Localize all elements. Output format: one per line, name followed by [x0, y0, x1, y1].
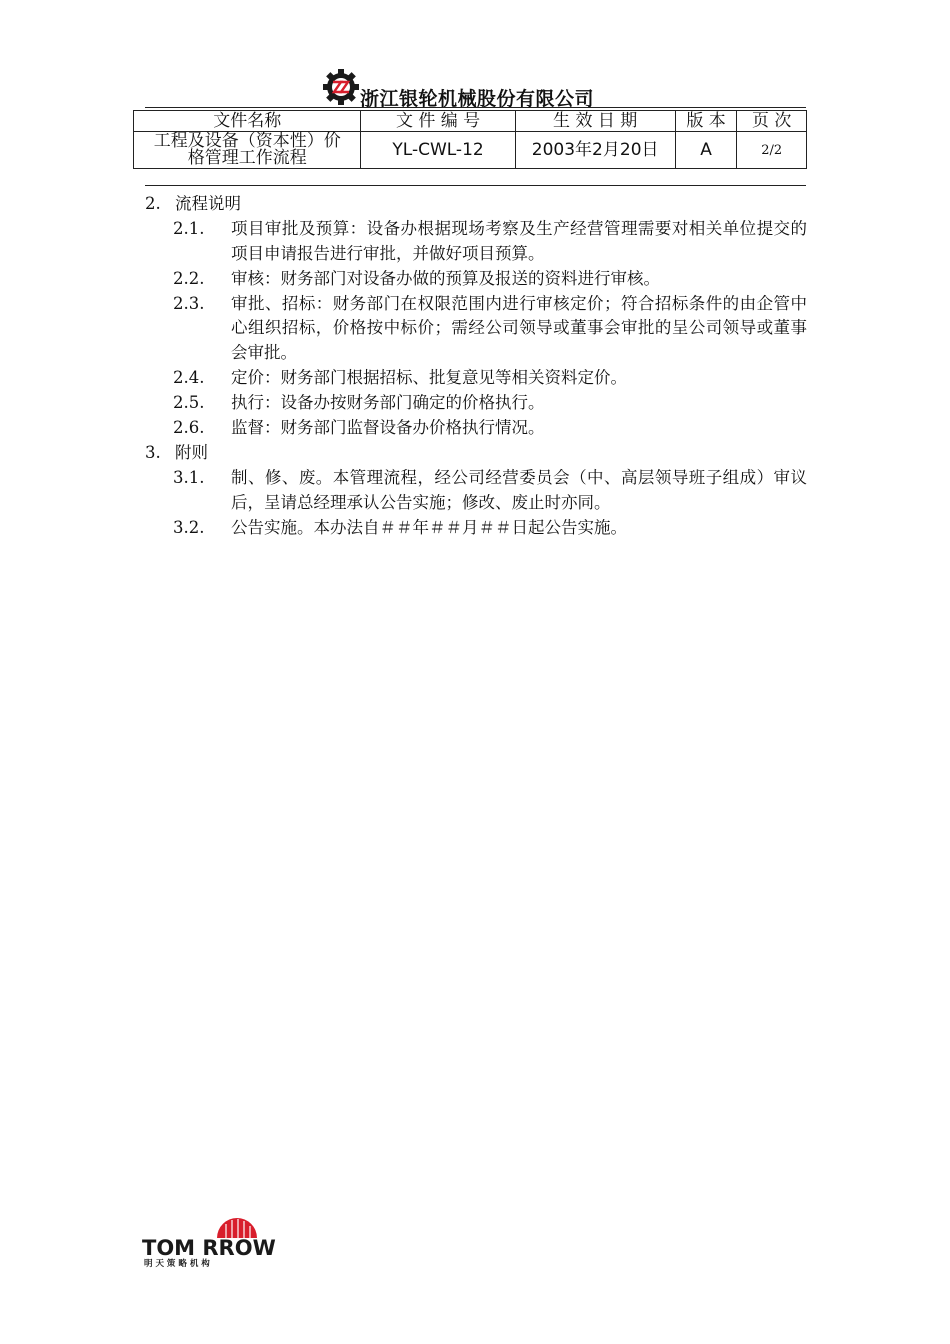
- list-item: [145, 416, 807, 441]
- footer-logo-subtitle: 明 天 策 略 机 构: [144, 1259, 210, 1268]
- header-effective-date: 生 效 日 期: [515, 111, 675, 132]
- item-text: 监督：财务部门监督设备办价格执行情况。: [231, 418, 545, 438]
- yinlun-gear-logo-icon: [321, 67, 361, 107]
- section-heading: [145, 441, 807, 466]
- list-item: [145, 466, 807, 515]
- header-doc-name: 文件名称: [134, 111, 361, 132]
- item-text: 定价：财务部门根据招标、批复意见等相关资料定价。: [231, 368, 627, 388]
- content-divider: [145, 185, 806, 186]
- item-text: 审批、招标：财务部门在权限范围内进行审核定价；符合招标条件的由企管中心组织招标，价格按中标价；需经公司领导或董事会审批的呈公司领导或董事会审批。: [231, 293, 807, 362]
- section-heading: [145, 192, 807, 217]
- header-doc-code: 文 件 编 号: [361, 111, 515, 132]
- item-number: 3.1.: [173, 468, 205, 488]
- section-title: 流程说明: [175, 194, 241, 213]
- item-text: 执行：设备办按财务部门确定的价格执行。: [231, 393, 545, 413]
- doc-code: YL-CWL-12: [361, 132, 515, 169]
- meta-value-row: [134, 132, 807, 169]
- tomorrow-red-dome-logo-icon: [142, 1212, 306, 1268]
- document-meta-table: [133, 110, 807, 169]
- list-item: [145, 366, 807, 391]
- item-number: 2.6.: [173, 418, 205, 438]
- item-number: 2.5.: [173, 393, 205, 413]
- item-number: 3.2.: [173, 518, 205, 538]
- doc-name-line1: 工程及设备（资本性）价: [153, 131, 341, 151]
- meta-header-row: [134, 111, 807, 132]
- item-text: 公告实施。本办法自＃＃年＃＃月＃＃日起公告实施。: [231, 518, 627, 538]
- effective-date: 2003年2月20日: [515, 132, 675, 169]
- item-text: 项目审批及预算：设备办根据现场考察及生产经营管理需要对相关单位提交的项目申请报告进行审批，并做好项目预算。: [231, 219, 807, 263]
- doc-name-line2: 格管理工作流程: [187, 148, 307, 168]
- item-text: 制、修、废。本管理流程，经公司经营委员会（中、高层领导班子组成）审议后，呈请总经理承认公告实施；修改、废止时亦同。: [231, 468, 807, 512]
- document-body: [145, 192, 807, 541]
- item-number: 2.3.: [173, 293, 205, 313]
- list-item: [145, 391, 807, 416]
- section-number: 3.: [145, 443, 161, 463]
- section-title: 附则: [175, 443, 208, 463]
- item-text: 审核：财务部门对设备办做的预算及报送的资料进行审核。: [231, 268, 660, 288]
- item-number: 2.1.: [173, 219, 205, 238]
- doc-name-cell: [134, 132, 361, 169]
- list-item: [145, 217, 807, 266]
- list-item: [145, 516, 807, 541]
- item-number: 2.4.: [173, 368, 205, 388]
- version: A: [675, 132, 737, 169]
- header-rule-top: [145, 107, 806, 108]
- item-number: 2.2.: [173, 268, 205, 288]
- footer-logo-text: TOM RROW: [142, 1236, 276, 1260]
- list-item: [145, 267, 807, 292]
- header-version: 版 本: [675, 111, 737, 132]
- section-number: 2.: [145, 194, 161, 213]
- header-page: 页 次: [737, 111, 807, 132]
- list-item: [145, 292, 807, 366]
- company-name: 浙江银轮机械股份有限公司: [360, 88, 595, 110]
- page-number: 2/2: [737, 132, 807, 169]
